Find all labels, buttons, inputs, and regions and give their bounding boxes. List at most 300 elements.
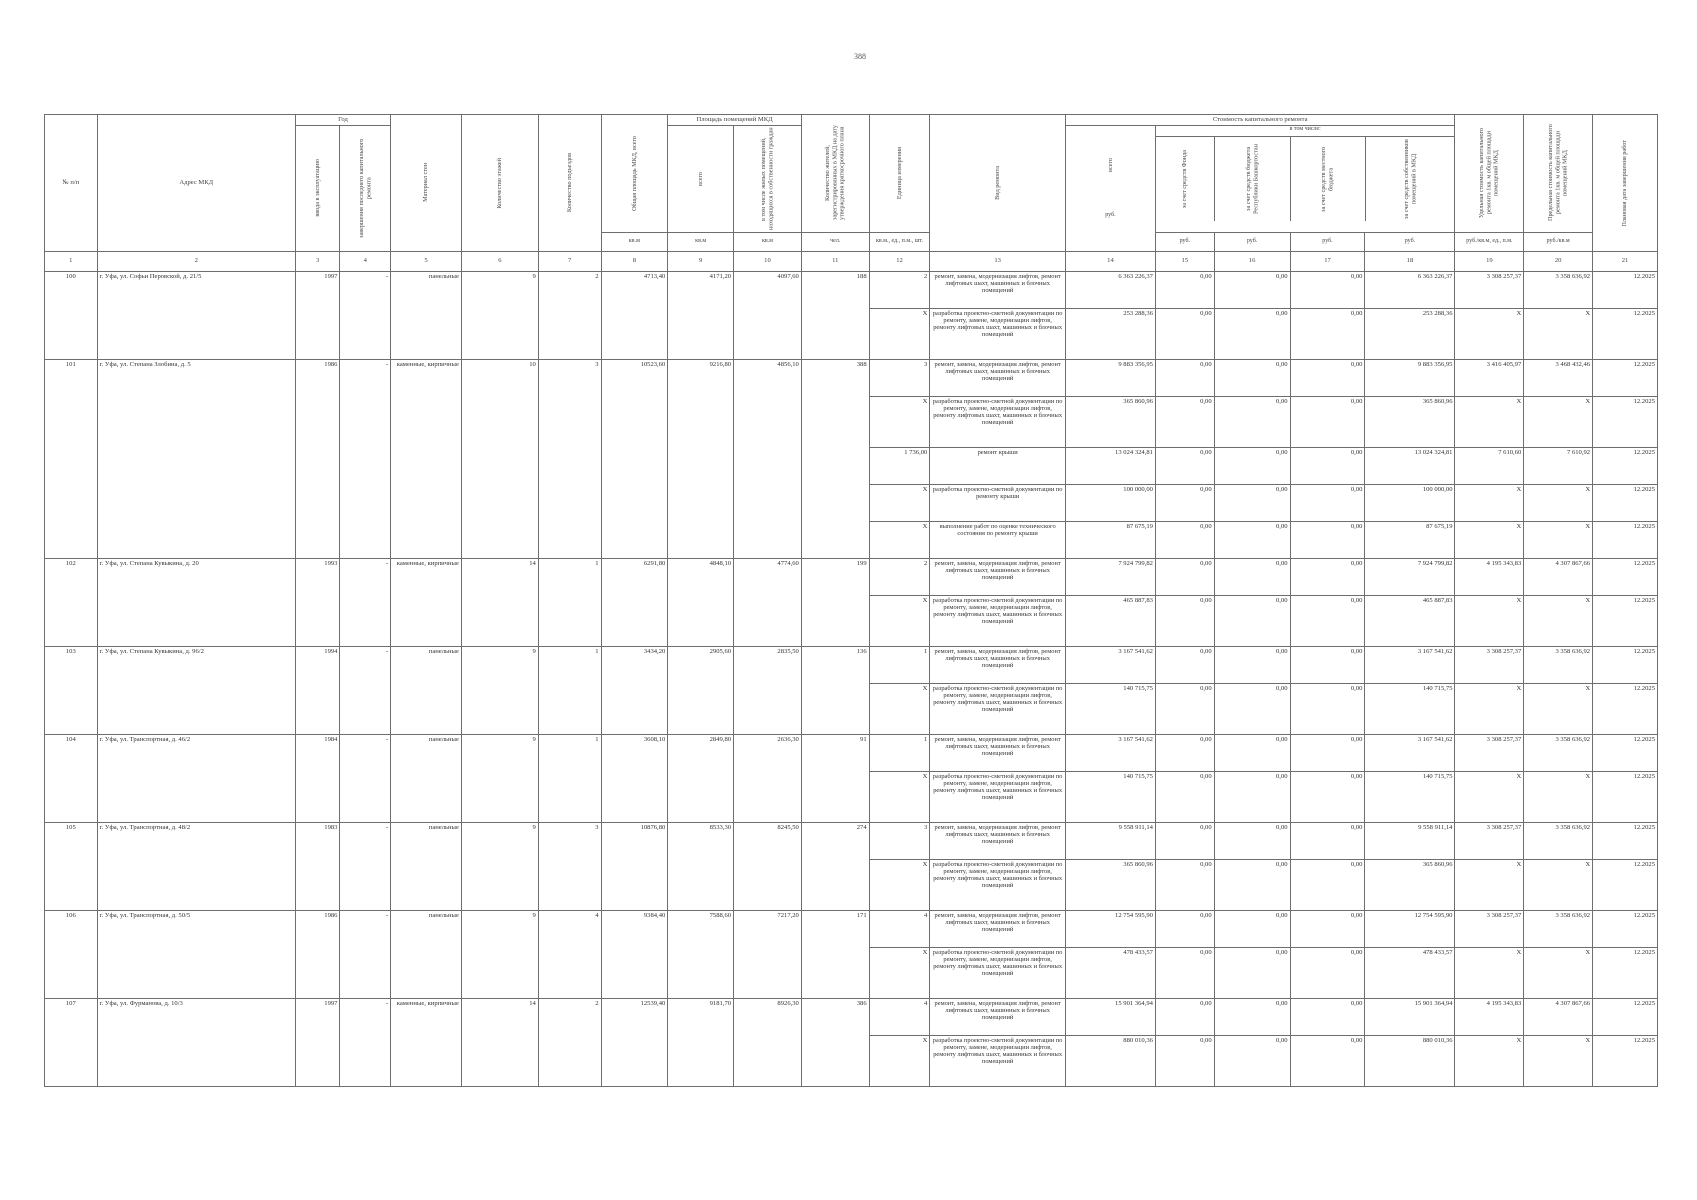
specific-cost: 3 308 257,37 (1455, 822, 1524, 859)
plan-date: 12.2025 (1593, 396, 1658, 447)
total-area: 3434,20 (601, 646, 668, 734)
column-number: 2 (97, 251, 295, 271)
header-unit: Единица измерения (869, 115, 930, 233)
repair-kind: ремонт крыши (930, 447, 1066, 484)
cost-owners: 7 924 799,82 (1365, 558, 1455, 595)
cost-fund: 0,00 (1155, 558, 1214, 595)
work-unit: X (869, 859, 930, 910)
work-unit: X (869, 771, 930, 822)
work-unit: X (869, 1035, 930, 1086)
cost-total: 3 167 541,62 (1065, 734, 1155, 771)
cost-local: 0,00 (1290, 447, 1365, 484)
cost-total: 6 363 226,37 (1065, 271, 1155, 308)
cost-owners: 465 887,83 (1365, 595, 1455, 646)
floors: 10 (461, 359, 538, 558)
header-cost-total: всего руб. (1065, 125, 1155, 251)
limit-cost: X (1524, 396, 1593, 447)
cost-fund: 0,00 (1155, 484, 1214, 521)
plan-date: 12.2025 (1593, 771, 1658, 822)
header-year-group: Год (295, 115, 390, 126)
cost-total: 253 288,36 (1065, 308, 1155, 359)
total-area: 6291,80 (601, 558, 668, 646)
cost-local: 0,00 (1290, 359, 1365, 396)
total-area: 12539,40 (601, 998, 668, 1086)
header-owners: за счет средств собственников помещений в МКД (1402, 138, 1418, 219)
cost-fund: 0,00 (1155, 271, 1214, 308)
plan-date: 12.2025 (1593, 734, 1658, 771)
premises-area: 8533,30 (668, 822, 734, 910)
specific-cost: X (1455, 484, 1524, 521)
floors: 9 (461, 822, 538, 910)
cost-fund: 0,00 (1155, 646, 1214, 683)
cost-fund: 0,00 (1155, 396, 1214, 447)
cost-owners: 478 433,57 (1365, 947, 1455, 998)
column-number: 3 (295, 251, 340, 271)
header-rb: за счет средств бюджета Республики Башкортостан (1215, 137, 1291, 221)
cost-rb: 0,00 (1214, 271, 1290, 308)
header-repair-kind: Вид ремонта (930, 115, 1066, 252)
column-number: 17 (1290, 251, 1365, 271)
specific-cost: X (1455, 771, 1524, 822)
repair-kind: разработка проектно-сметной документации по ремонту, замене, модернизации лифтов, ремонту лифтовых шахт, машинных и блочных помещений (930, 947, 1066, 998)
residents: 199 (801, 558, 869, 646)
limit-cost: 3 358 636,92 (1524, 910, 1593, 947)
entrances: 2 (538, 998, 601, 1086)
cost-local: 0,00 (1290, 558, 1365, 595)
column-number: 21 (1593, 251, 1658, 271)
wall-material: панельные (391, 822, 462, 910)
unit-8: кв.м (601, 232, 668, 251)
year-last-repair: - (340, 271, 391, 359)
column-number: 19 (1455, 251, 1524, 271)
limit-cost: X (1524, 308, 1593, 359)
cost-local: 0,00 (1290, 308, 1365, 359)
repair-kind: выполнение работ по оценке технического состояния по ремонту крыши (930, 521, 1066, 558)
residents: 136 (801, 646, 869, 734)
row-number: 104 (45, 734, 98, 822)
cost-rb: 0,00 (1214, 910, 1290, 947)
cost-total: 87 675,19 (1065, 521, 1155, 558)
limit-cost: X (1524, 859, 1593, 910)
header-area-living: в том числе жилых помещений, находящихся в собственности граждан (734, 125, 802, 232)
repair-kind: разработка проектно-сметной документации по ремонту, замене, модернизации лифтов, ремонту лифтовых шахт, машинных и блочных помещений (930, 771, 1066, 822)
total-area: 10876,80 (601, 822, 668, 910)
cost-fund: 0,00 (1155, 822, 1214, 859)
year-built: 1997 (295, 998, 340, 1086)
cost-owners: 6 363 226,37 (1365, 271, 1455, 308)
repair-kind: ремонт, замена, модернизация лифтов, ремонт лифтовых шахт, машинных и блочных помещений (930, 910, 1066, 947)
work-unit: X (869, 683, 930, 734)
cost-local: 0,00 (1290, 998, 1365, 1035)
living-area: 4856,10 (734, 359, 802, 558)
specific-cost: 3 308 257,37 (1455, 910, 1524, 947)
specific-cost: 4 195 343,83 (1455, 998, 1524, 1035)
cost-total: 365 860,96 (1065, 859, 1155, 910)
plan-date: 12.2025 (1593, 271, 1658, 308)
cost-owners: 3 167 541,62 (1365, 646, 1455, 683)
repair-kind: ремонт, замена, модернизация лифтов, ремонт лифтовых шахт, машинных и блочных помещений (930, 359, 1066, 396)
cost-owners: 365 860,96 (1365, 396, 1455, 447)
premises-area: 2905,60 (668, 646, 734, 734)
header-plan-date: Плановая дата завершения работ (1593, 115, 1658, 252)
column-number: 8 (601, 251, 668, 271)
living-area: 8926,30 (734, 998, 802, 1086)
cost-local: 0,00 (1290, 822, 1365, 859)
plan-date: 12.2025 (1593, 947, 1658, 998)
plan-date: 12.2025 (1593, 484, 1658, 521)
specific-cost: 3 308 257,37 (1455, 734, 1524, 771)
residents: 171 (801, 910, 869, 998)
living-area: 2636,30 (734, 734, 802, 822)
premises-area: 9216,80 (668, 359, 734, 558)
plan-date: 12.2025 (1593, 910, 1658, 947)
column-number: 6 (461, 251, 538, 271)
cost-local: 0,00 (1290, 910, 1365, 947)
wall-material: каменные, кирпичные (391, 359, 462, 558)
repair-kind: ремонт, замена, модернизация лифтов, ремонт лифтовых шахт, машинных и блочных помещений (930, 822, 1066, 859)
work-unit: 2 (869, 558, 930, 595)
work-unit: 4 (869, 910, 930, 947)
repair-kind: ремонт, замена, модернизация лифтов, ремонт лифтовых шахт, машинных и блочных помещений (930, 558, 1066, 595)
living-area: 2835,50 (734, 646, 802, 734)
entrances: 4 (538, 910, 601, 998)
table-row (45, 558, 1658, 595)
cost-rb: 0,00 (1214, 998, 1290, 1035)
cost-rb: 0,00 (1214, 646, 1290, 683)
house-address: г. Уфа, ул. Степана Кувыкина, д. 20 (97, 558, 295, 646)
cost-local: 0,00 (1290, 683, 1365, 734)
column-number: 20 (1524, 251, 1593, 271)
cost-total: 365 860,96 (1065, 396, 1155, 447)
floors: 14 (461, 558, 538, 646)
limit-cost: X (1524, 1035, 1593, 1086)
cost-local: 0,00 (1290, 947, 1365, 998)
cost-total: 478 433,57 (1065, 947, 1155, 998)
year-built: 1984 (295, 734, 340, 822)
header-limit-cost: Предельная стоимость капитального ремонта 1кв. м общей площади помещений МКД (1524, 115, 1593, 233)
cost-owners: 87 675,19 (1365, 521, 1455, 558)
column-number-row (45, 251, 1658, 271)
cost-local: 0,00 (1290, 396, 1365, 447)
cost-total: 465 887,83 (1065, 595, 1155, 646)
unit-14: руб. (1105, 211, 1116, 218)
header-material: Материал стен (391, 115, 462, 252)
repair-kind: ремонт, замена, модернизация лифтов, ремонт лифтовых шахт, машинных и блочных помещений (930, 271, 1066, 308)
cost-local: 0,00 (1290, 595, 1365, 646)
cost-total: 9 883 356,95 (1065, 359, 1155, 396)
repair-kind: разработка проектно-сметной документации по ремонту, замене, модернизации лифтов, ремонту лифтовых шахт, машинных и блочных помещений (930, 859, 1066, 910)
specific-cost: X (1455, 521, 1524, 558)
cost-fund: 0,00 (1155, 734, 1214, 771)
work-unit: X (869, 595, 930, 646)
table-body (45, 271, 1658, 1086)
cost-local: 0,00 (1290, 771, 1365, 822)
living-area: 8245,50 (734, 822, 802, 910)
limit-cost: 4 307 867,66 (1524, 558, 1593, 595)
cost-owners: 880 010,36 (1365, 1035, 1455, 1086)
cost-rb: 0,00 (1214, 734, 1290, 771)
wall-material: панельные (391, 646, 462, 734)
wall-material: каменные, кирпичные (391, 558, 462, 646)
repair-kind: разработка проектно-сметной документации по ремонту, замене, модернизации лифтов, ремонту лифтовых шахт, машинных и блочных помещений (930, 396, 1066, 447)
column-number: 11 (801, 251, 869, 271)
year-last-repair: - (340, 646, 391, 734)
work-unit: X (869, 484, 930, 521)
cost-owners: 9 883 356,95 (1365, 359, 1455, 396)
wall-material: панельные (391, 910, 462, 998)
work-unit: 4 (869, 998, 930, 1035)
cost-rb: 0,00 (1214, 771, 1290, 822)
entrances: 1 (538, 558, 601, 646)
floors: 9 (461, 734, 538, 822)
plan-date: 12.2025 (1593, 359, 1658, 396)
year-last-repair: - (340, 998, 391, 1086)
cost-rb: 0,00 (1214, 683, 1290, 734)
specific-cost: X (1455, 683, 1524, 734)
specific-cost: 3 308 257,37 (1455, 271, 1524, 308)
cost-rb: 0,00 (1214, 396, 1290, 447)
cost-total: 880 010,36 (1065, 1035, 1155, 1086)
work-unit: 3 (869, 359, 930, 396)
unit-20: руб./кв.м (1524, 232, 1593, 251)
header-entrances: Количество подъездов (538, 115, 601, 252)
floors: 14 (461, 998, 538, 1086)
specific-cost: 7 610,60 (1455, 447, 1524, 484)
cost-total: 7 924 799,82 (1065, 558, 1155, 595)
cost-owners: 140 715,75 (1365, 771, 1455, 822)
cost-fund: 0,00 (1155, 683, 1214, 734)
cost-rb: 0,00 (1214, 359, 1290, 396)
limit-cost: 3 358 636,92 (1524, 734, 1593, 771)
living-area: 4774,60 (734, 558, 802, 646)
plan-date: 12.2025 (1593, 558, 1658, 595)
cost-total: 140 715,75 (1065, 771, 1155, 822)
entrances: 3 (538, 359, 601, 558)
house-address: г. Уфа, ул. Транспортная, д. 50/5 (97, 910, 295, 998)
header-cost-group: Стоимость капитального ремонта (1065, 115, 1455, 126)
year-last-repair: - (340, 734, 391, 822)
table-row (45, 998, 1658, 1035)
entrances: 1 (538, 646, 601, 734)
work-unit: 2 (869, 271, 930, 308)
specific-cost: X (1455, 308, 1524, 359)
cost-fund: 0,00 (1155, 947, 1214, 998)
entrances: 2 (538, 271, 601, 359)
unit-12: кв.м., ед., п.м., шт. (869, 232, 930, 251)
row-number: 106 (45, 910, 98, 998)
limit-cost: 3 358 636,92 (1524, 822, 1593, 859)
house-address: г. Уфа, ул. Софьи Перовской, д. 21/5 (97, 271, 295, 359)
unit-9: кв.м (668, 232, 734, 251)
limit-cost: X (1524, 947, 1593, 998)
plan-date: 12.2025 (1593, 998, 1658, 1035)
plan-date: 12.2025 (1593, 595, 1658, 646)
table-row (45, 734, 1658, 771)
cost-total: 15 901 364,94 (1065, 998, 1155, 1035)
wall-material: панельные (391, 271, 462, 359)
header-year-built: ввода в эксплуатацию (295, 125, 340, 251)
wall-material: каменные, кирпичные (391, 998, 462, 1086)
cost-owners: 365 860,96 (1365, 859, 1455, 910)
capital-repair-table (44, 114, 1658, 1087)
repair-kind: ремонт, замена, модернизация лифтов, ремонт лифтовых шахт, машинных и блочных помещений (930, 646, 1066, 683)
cost-rb: 0,00 (1214, 558, 1290, 595)
premises-area: 9181,70 (668, 998, 734, 1086)
cost-owners: 3 167 541,62 (1365, 734, 1455, 771)
column-number: 1 (45, 251, 98, 271)
limit-cost: 4 307 867,66 (1524, 998, 1593, 1035)
cost-local: 0,00 (1290, 1035, 1365, 1086)
limit-cost: 3 468 432,46 (1524, 359, 1593, 396)
cost-owners: 140 715,75 (1365, 683, 1455, 734)
residents: 274 (801, 822, 869, 910)
living-area: 4097,60 (734, 271, 802, 359)
cost-fund: 0,00 (1155, 998, 1214, 1035)
year-last-repair: - (340, 910, 391, 998)
specific-cost: X (1455, 1035, 1524, 1086)
year-last-repair: - (340, 822, 391, 910)
residents: 386 (801, 998, 869, 1086)
repair-kind: разработка проектно-сметной документации по ремонту, замене, модернизации лифтов, ремонту лифтовых шахт, машинных и блочных помещений (930, 1035, 1066, 1086)
unit-17: руб. (1290, 232, 1365, 251)
header-incl: в том числе: (1156, 126, 1455, 137)
cost-rb: 0,00 (1214, 947, 1290, 998)
cost-total: 3 167 541,62 (1065, 646, 1155, 683)
plan-date: 12.2025 (1593, 859, 1658, 910)
plan-date: 12.2025 (1593, 308, 1658, 359)
house-address: г. Уфа, ул. Степана Злобина, д. 5 (97, 359, 295, 558)
column-number: 7 (538, 251, 601, 271)
year-built: 1997 (295, 271, 340, 359)
cost-fund: 0,00 (1155, 595, 1214, 646)
cost-rb: 0,00 (1214, 308, 1290, 359)
row-number: 107 (45, 998, 98, 1086)
column-number: 13 (930, 251, 1066, 271)
row-number: 100 (45, 271, 98, 359)
cost-total: 140 715,75 (1065, 683, 1155, 734)
column-number: 12 (869, 251, 930, 271)
plan-date: 12.2025 (1593, 683, 1658, 734)
table-row (45, 359, 1658, 396)
cost-rb: 0,00 (1214, 447, 1290, 484)
total-area: 3608,10 (601, 734, 668, 822)
total-area: 4713,40 (601, 271, 668, 359)
column-number: 10 (734, 251, 802, 271)
cost-fund: 0,00 (1155, 447, 1214, 484)
row-number: 105 (45, 822, 98, 910)
year-built: 1993 (295, 558, 340, 646)
limit-cost: X (1524, 521, 1593, 558)
cost-fund: 0,00 (1155, 521, 1214, 558)
cost-fund: 0,00 (1155, 308, 1214, 359)
unit-11: чел. (801, 232, 869, 251)
header-address: Адрес МКД (97, 115, 295, 252)
year-last-repair: - (340, 359, 391, 558)
specific-cost: X (1455, 947, 1524, 998)
cost-local: 0,00 (1290, 646, 1365, 683)
cost-rb: 0,00 (1214, 595, 1290, 646)
row-number: 101 (45, 359, 98, 558)
row-number: 103 (45, 646, 98, 734)
column-number: 4 (340, 251, 391, 271)
column-number: 14 (1065, 251, 1155, 271)
cost-rb: 0,00 (1214, 1035, 1290, 1086)
year-built: 1983 (295, 822, 340, 910)
header-residents: Количество жителей, зарегистрированных в МКД на дату утверждения краткосрочного плана (801, 115, 869, 233)
cost-rb: 0,00 (1214, 859, 1290, 910)
work-unit: 1 (869, 646, 930, 683)
work-unit: 1 (869, 734, 930, 771)
header-fund: за счет средств Фонда (1156, 137, 1215, 221)
house-address: г. Уфа, ул. Транспортная, д. 46/2 (97, 734, 295, 822)
column-number: 5 (391, 251, 462, 271)
work-unit: 1 736,00 (869, 447, 930, 484)
cost-rb: 0,00 (1214, 822, 1290, 859)
cost-rb: 0,00 (1214, 484, 1290, 521)
cost-local: 0,00 (1290, 484, 1365, 521)
specific-cost: 3 416 405,97 (1455, 359, 1524, 396)
row-number: 102 (45, 558, 98, 646)
cost-total: 100 000,00 (1065, 484, 1155, 521)
specific-cost: X (1455, 396, 1524, 447)
plan-date: 12.2025 (1593, 521, 1658, 558)
total-area: 9384,40 (601, 910, 668, 998)
entrances: 3 (538, 822, 601, 910)
header-local: за счет средств местного бюджета (1291, 137, 1366, 221)
work-unit: X (869, 947, 930, 998)
floors: 9 (461, 646, 538, 734)
limit-cost: X (1524, 595, 1593, 646)
cost-total: 12 754 595,90 (1065, 910, 1155, 947)
living-area: 7217,20 (734, 910, 802, 998)
cost-fund: 0,00 (1155, 771, 1214, 822)
cost-fund: 0,00 (1155, 910, 1214, 947)
specific-cost: 3 308 257,37 (1455, 646, 1524, 683)
premises-area: 2849,80 (668, 734, 734, 822)
floors: 9 (461, 910, 538, 998)
repair-kind: разработка проектно-сметной документации по ремонту, замене, модернизации лифтов, ремонту лифтовых шахт, машинных и блочных помещений (930, 683, 1066, 734)
residents: 388 (801, 359, 869, 558)
cost-owners: 253 288,36 (1365, 308, 1455, 359)
repair-kind: разработка проектно-сметной документации по ремонту, замене, модернизации лифтов, ремонту лифтовых шахт, машинных и блочных помещений (930, 595, 1066, 646)
unit-18: руб. (1365, 232, 1455, 251)
cost-total: 9 558 911,14 (1065, 822, 1155, 859)
repair-kind: разработка проектно-сметной документации по ремонту крыши (930, 484, 1066, 521)
unit-15: руб. (1155, 232, 1214, 251)
cost-owners: 100 000,00 (1365, 484, 1455, 521)
unit-19: руб./кв.м, ед., п.м. (1455, 232, 1524, 251)
entrances: 1 (538, 734, 601, 822)
header-floors: Количество этажей (461, 115, 538, 252)
limit-cost: X (1524, 683, 1593, 734)
specific-cost: 4 195 343,83 (1455, 558, 1524, 595)
header-area-total: всего (668, 125, 734, 232)
repair-kind: ремонт, замена, модернизация лифтов, ремонт лифтовых шахт, машинных и блочных помещений (930, 998, 1066, 1035)
cost-fund: 0,00 (1155, 859, 1214, 910)
plan-date: 12.2025 (1593, 447, 1658, 484)
column-number: 18 (1365, 251, 1455, 271)
limit-cost: X (1524, 771, 1593, 822)
cost-local: 0,00 (1290, 521, 1365, 558)
premises-area: 4848,10 (668, 558, 734, 646)
header-year-last: завершения последнего капитального ремонта (340, 125, 391, 251)
header-total-area: Общая площадь МКД, всего (601, 115, 668, 233)
cost-fund: 0,00 (1155, 1035, 1214, 1086)
cost-local: 0,00 (1290, 734, 1365, 771)
year-built: 1994 (295, 646, 340, 734)
wall-material: панельные (391, 734, 462, 822)
specific-cost: X (1455, 859, 1524, 910)
